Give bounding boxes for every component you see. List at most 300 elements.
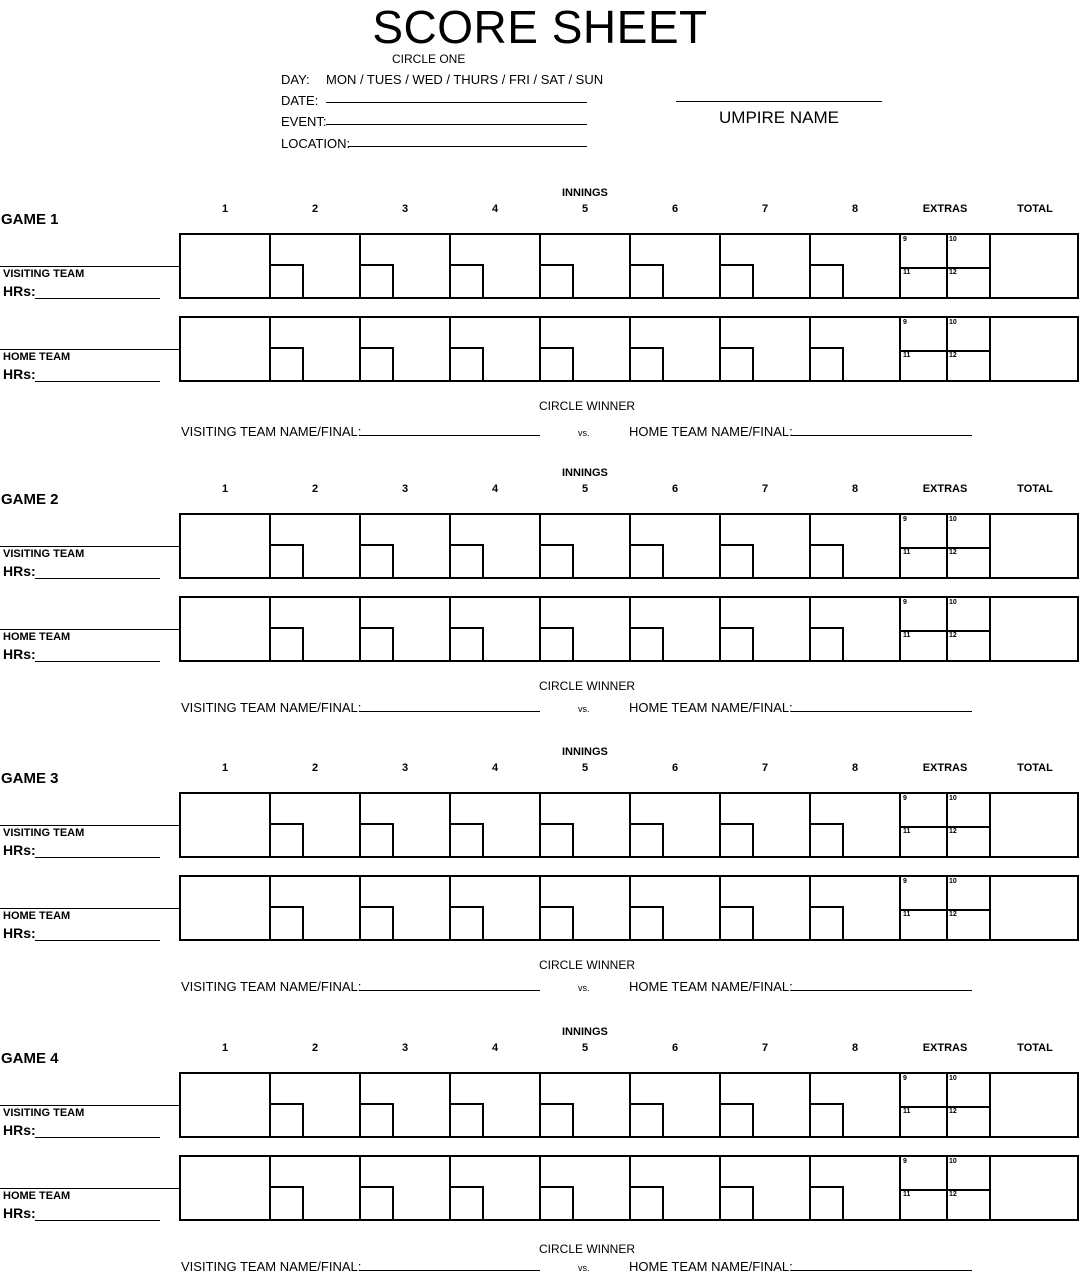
extra-inning-number: 12 — [949, 352, 957, 359]
extra-inning-number: 10 — [949, 516, 957, 523]
day-label: DAY: — [281, 72, 310, 87]
inning-cell[interactable] — [181, 1074, 271, 1136]
inning-cell[interactable] — [271, 598, 361, 660]
extra-inning-number: 10 — [949, 878, 957, 885]
hrs-label: HRs: — [3, 366, 36, 382]
home-final-label: HOME TEAM NAME/FINAL: — [629, 424, 793, 439]
inning-cell[interactable] — [811, 598, 901, 660]
extra-inning-number: 10 — [949, 319, 957, 326]
inning-subbox[interactable] — [361, 1186, 394, 1219]
inning-subbox[interactable] — [631, 347, 664, 380]
inning-cell[interactable] — [721, 515, 811, 577]
inning-cell[interactable] — [451, 1157, 541, 1219]
inning-cell[interactable] — [271, 235, 361, 297]
extra-inning-number: 12 — [949, 269, 957, 276]
circle-one-note: CIRCLE ONE — [392, 52, 466, 66]
inning-cell[interactable] — [811, 235, 901, 297]
total-cell[interactable] — [991, 515, 1079, 577]
inning-subbox[interactable] — [271, 906, 304, 939]
hrs-field[interactable] — [35, 381, 160, 382]
location-label: LOCATION: — [281, 136, 351, 151]
inning-cell[interactable] — [361, 1074, 451, 1136]
inning-subbox[interactable] — [631, 906, 664, 939]
inning-subbox[interactable] — [451, 544, 484, 577]
game-block — [0, 467, 1080, 747]
inning-subbox[interactable] — [451, 1103, 484, 1136]
extra-inning-number: 11 — [903, 352, 911, 359]
inning-number: 3 — [401, 762, 409, 774]
extra-inning-number: 9 — [903, 516, 907, 523]
inning-cell[interactable] — [451, 598, 541, 660]
location-field[interactable] — [348, 146, 587, 147]
inning-cell[interactable] — [181, 235, 271, 297]
inning-number: 3 — [401, 203, 409, 215]
home-team-line — [0, 629, 179, 630]
date-field[interactable] — [326, 102, 587, 103]
game-block — [0, 1026, 1080, 1276]
home-score-row — [179, 875, 1079, 941]
inning-cell[interactable] — [541, 598, 631, 660]
home-score-row — [179, 1155, 1079, 1221]
inning-cell[interactable] — [541, 794, 631, 856]
vs-label: vs. — [578, 704, 590, 714]
inning-number: 6 — [671, 483, 679, 495]
extra-inning-number: 11 — [903, 828, 911, 835]
inning-cell[interactable] — [271, 794, 361, 856]
total-cell[interactable] — [991, 794, 1079, 856]
extras-divider — [900, 350, 990, 352]
inning-subbox[interactable] — [271, 627, 304, 660]
extra-inning-number: 12 — [949, 632, 957, 639]
home-score-row — [179, 316, 1079, 382]
hrs-label: HRs: — [3, 1122, 36, 1138]
sheet-title: SCORE SHEET — [372, 1, 708, 53]
inning-number: 1 — [221, 1042, 229, 1054]
inning-cell[interactable] — [811, 1157, 901, 1219]
vs-label: vs. — [578, 1263, 590, 1273]
visiting-score-row — [179, 1072, 1079, 1138]
inning-cell[interactable] — [451, 877, 541, 939]
visiting-team-label: VISITING TEAM — [3, 1107, 85, 1119]
inning-subbox[interactable] — [541, 1103, 574, 1136]
extras-header: EXTRAS — [922, 1042, 968, 1054]
extra-inning-number: 10 — [949, 236, 957, 243]
innings-title: INNINGS — [562, 1026, 608, 1038]
event-field[interactable] — [326, 124, 587, 125]
extra-inning-number: 11 — [903, 632, 911, 639]
inning-cell[interactable] — [361, 794, 451, 856]
home-team-label: HOME TEAM — [3, 1190, 71, 1202]
home-final-field[interactable] — [791, 1270, 972, 1271]
inning-subbox[interactable] — [271, 1103, 304, 1136]
visiting-score-row — [179, 233, 1079, 299]
total-header: TOTAL — [1017, 483, 1053, 495]
visiting-final-field[interactable] — [359, 990, 540, 991]
extras-header: EXTRAS — [922, 762, 968, 774]
home-final-label: HOME TEAM NAME/FINAL: — [629, 979, 793, 994]
event-label: EVENT: — [281, 114, 327, 129]
inning-subbox[interactable] — [271, 1186, 304, 1219]
inning-subbox[interactable] — [541, 264, 574, 297]
inning-number: 1 — [221, 203, 229, 215]
inning-cell[interactable] — [181, 1157, 271, 1219]
visiting-team-line — [0, 1105, 179, 1106]
extra-inning-number: 12 — [949, 549, 957, 556]
hrs-field[interactable] — [35, 578, 160, 579]
game-block — [0, 746, 1080, 1026]
game-title: GAME 4 — [1, 1050, 59, 1067]
game-block — [0, 187, 1080, 467]
home-final-field[interactable] — [791, 990, 972, 991]
extra-inning-number: 12 — [949, 911, 957, 918]
inning-cell[interactable] — [541, 877, 631, 939]
visiting-final-label: VISITING TEAM NAME/FINAL: — [181, 979, 362, 994]
hrs-label: HRs: — [3, 925, 36, 941]
inning-cell[interactable] — [271, 318, 361, 380]
inning-cell[interactable] — [451, 1074, 541, 1136]
inning-number: 8 — [851, 483, 859, 495]
inning-subbox[interactable] — [541, 823, 574, 856]
inning-number: 7 — [761, 203, 769, 215]
inning-subbox[interactable] — [811, 347, 844, 380]
inning-subbox[interactable] — [361, 1103, 394, 1136]
inning-subbox[interactable] — [361, 544, 394, 577]
innings-title: INNINGS — [562, 187, 608, 199]
inning-subbox[interactable] — [271, 347, 304, 380]
visiting-final-field[interactable] — [359, 435, 540, 436]
inning-cell[interactable] — [451, 235, 541, 297]
inning-cell[interactable] — [631, 235, 721, 297]
inning-number: 4 — [491, 203, 499, 215]
extras-divider — [900, 1189, 990, 1191]
extras-header: EXTRAS — [922, 203, 968, 215]
inning-number: 2 — [311, 483, 319, 495]
hrs-field[interactable] — [35, 1137, 160, 1138]
inning-subbox[interactable] — [811, 1103, 844, 1136]
inning-number: 2 — [311, 203, 319, 215]
inning-cell[interactable] — [361, 1157, 451, 1219]
inning-number: 6 — [671, 203, 679, 215]
inning-cell[interactable] — [541, 318, 631, 380]
inning-subbox[interactable] — [721, 823, 754, 856]
inning-cell[interactable] — [631, 598, 721, 660]
extra-inning-number: 9 — [903, 795, 907, 802]
extra-inning-number: 9 — [903, 236, 907, 243]
home-team-label: HOME TEAM — [3, 351, 71, 363]
inning-number: 3 — [401, 483, 409, 495]
inning-cell[interactable] — [631, 318, 721, 380]
inning-subbox[interactable] — [361, 264, 394, 297]
inning-subbox[interactable] — [451, 264, 484, 297]
inning-number: 8 — [851, 762, 859, 774]
inning-number: 5 — [581, 483, 589, 495]
circle-winner-note: CIRCLE WINNER — [539, 399, 636, 413]
extras-divider — [900, 547, 990, 549]
total-cell[interactable] — [991, 877, 1079, 939]
total-cell[interactable] — [991, 318, 1079, 380]
extra-inning-number: 12 — [949, 1108, 957, 1115]
inning-cell[interactable] — [541, 235, 631, 297]
inning-cell[interactable] — [721, 1157, 811, 1219]
inning-cell[interactable] — [271, 877, 361, 939]
inning-subbox[interactable] — [361, 906, 394, 939]
inning-cell[interactable] — [451, 318, 541, 380]
inning-number: 5 — [581, 762, 589, 774]
extra-inning-number: 10 — [949, 795, 957, 802]
inning-cell[interactable] — [271, 515, 361, 577]
inning-subbox[interactable] — [541, 347, 574, 380]
inning-subbox[interactable] — [721, 347, 754, 380]
extra-inning-number: 12 — [949, 1191, 957, 1198]
circle-winner-note: CIRCLE WINNER — [539, 679, 636, 693]
home-team-label: HOME TEAM — [3, 910, 71, 922]
extra-inning-number: 9 — [903, 599, 907, 606]
home-team-line — [0, 908, 179, 909]
inning-subbox[interactable] — [631, 544, 664, 577]
inning-cell[interactable] — [271, 1157, 361, 1219]
extra-inning-number: 11 — [903, 1108, 911, 1115]
hrs-field[interactable] — [35, 661, 160, 662]
total-cell[interactable] — [991, 235, 1079, 297]
home-final-label: HOME TEAM NAME/FINAL: — [629, 1259, 793, 1274]
home-team-line — [0, 349, 179, 350]
inning-subbox[interactable] — [721, 1103, 754, 1136]
inning-subbox[interactable] — [721, 1186, 754, 1219]
inning-number: 3 — [401, 1042, 409, 1054]
hrs-label: HRs: — [3, 842, 36, 858]
inning-subbox[interactable] — [271, 544, 304, 577]
visiting-team-label: VISITING TEAM — [3, 548, 85, 560]
inning-subbox[interactable] — [541, 906, 574, 939]
inning-cell[interactable] — [721, 877, 811, 939]
inning-number: 4 — [491, 1042, 499, 1054]
extra-inning-number: 11 — [903, 1191, 911, 1198]
inning-subbox[interactable] — [451, 347, 484, 380]
visiting-final-label: VISITING TEAM NAME/FINAL: — [181, 424, 362, 439]
game-title: GAME 2 — [1, 491, 59, 508]
extra-inning-number: 10 — [949, 1075, 957, 1082]
inning-cell[interactable] — [541, 515, 631, 577]
inning-cell[interactable] — [631, 1157, 721, 1219]
total-header: TOTAL — [1017, 762, 1053, 774]
inning-number: 2 — [311, 1042, 319, 1054]
hrs-field[interactable] — [35, 940, 160, 941]
inning-subbox[interactable] — [811, 544, 844, 577]
inning-cell[interactable] — [631, 794, 721, 856]
inning-number: 7 — [761, 1042, 769, 1054]
extra-inning-number: 9 — [903, 1158, 907, 1165]
total-cell[interactable] — [991, 598, 1079, 660]
home-score-row — [179, 596, 1079, 662]
extra-inning-number: 11 — [903, 269, 911, 276]
hrs-label: HRs: — [3, 563, 36, 579]
extras-divider — [946, 877, 948, 939]
day-options[interactable]: MON / TUES / WED / THURS / FRI / SAT / SUN — [326, 72, 604, 87]
inning-cell[interactable] — [541, 1157, 631, 1219]
inning-cell[interactable] — [181, 515, 271, 577]
inning-subbox[interactable] — [721, 544, 754, 577]
umpire-name-label: UMPIRE NAME — [719, 108, 839, 127]
extras-divider — [946, 318, 948, 380]
inning-cell[interactable] — [811, 877, 901, 939]
visiting-score-row — [179, 513, 1079, 579]
visiting-final-label: VISITING TEAM NAME/FINAL: — [181, 700, 362, 715]
visiting-final-field[interactable] — [359, 1270, 540, 1271]
extras-divider — [900, 826, 990, 828]
inning-number: 1 — [221, 483, 229, 495]
inning-cell[interactable] — [361, 598, 451, 660]
home-final-field[interactable] — [791, 711, 972, 712]
inning-cell[interactable] — [451, 794, 541, 856]
hrs-label: HRs: — [3, 1205, 36, 1221]
inning-cell[interactable] — [541, 1074, 631, 1136]
circle-winner-note: CIRCLE WINNER — [539, 1242, 636, 1256]
inning-subbox[interactable] — [361, 347, 394, 380]
total-cell[interactable] — [991, 1157, 1079, 1219]
innings-title: INNINGS — [562, 746, 608, 758]
inning-subbox[interactable] — [811, 906, 844, 939]
extra-inning-number: 11 — [903, 911, 911, 918]
inning-subbox[interactable] — [451, 823, 484, 856]
inning-number: 6 — [671, 762, 679, 774]
inning-cell[interactable] — [721, 598, 811, 660]
inning-cell[interactable] — [631, 877, 721, 939]
extras-divider — [946, 1074, 948, 1136]
home-final-field[interactable] — [791, 435, 972, 436]
circle-winner-note: CIRCLE WINNER — [539, 958, 636, 972]
inning-cell[interactable] — [721, 1074, 811, 1136]
visiting-final-field[interactable] — [359, 711, 540, 712]
inning-cell[interactable] — [811, 515, 901, 577]
inning-number: 5 — [581, 203, 589, 215]
extras-divider — [946, 1157, 948, 1219]
extras-divider — [900, 630, 990, 632]
inning-subbox[interactable] — [271, 264, 304, 297]
inning-subbox[interactable] — [541, 1186, 574, 1219]
inning-subbox[interactable] — [721, 264, 754, 297]
inning-cell[interactable] — [181, 877, 271, 939]
inning-subbox[interactable] — [451, 906, 484, 939]
inning-number: 6 — [671, 1042, 679, 1054]
inning-subbox[interactable] — [811, 823, 844, 856]
inning-cell[interactable] — [181, 318, 271, 380]
inning-subbox[interactable] — [631, 264, 664, 297]
inning-cell[interactable] — [811, 318, 901, 380]
visiting-final-label: VISITING TEAM NAME/FINAL: — [181, 1259, 362, 1274]
home-team-line — [0, 1188, 179, 1189]
inning-subbox[interactable] — [721, 906, 754, 939]
inning-cell[interactable] — [451, 515, 541, 577]
inning-cell[interactable] — [271, 1074, 361, 1136]
hrs-field[interactable] — [35, 1220, 160, 1221]
umpire-name-field[interactable] — [676, 101, 882, 102]
extras-divider — [900, 909, 990, 911]
home-final-label: HOME TEAM NAME/FINAL: — [629, 700, 793, 715]
hrs-label: HRs: — [3, 283, 36, 299]
inning-subbox[interactable] — [631, 823, 664, 856]
inning-subbox[interactable] — [361, 627, 394, 660]
inning-cell[interactable] — [181, 598, 271, 660]
inning-subbox[interactable] — [541, 627, 574, 660]
inning-number: 7 — [761, 483, 769, 495]
visiting-team-line — [0, 266, 179, 267]
inning-cell[interactable] — [361, 877, 451, 939]
inning-cell[interactable] — [721, 318, 811, 380]
inning-cell[interactable] — [361, 235, 451, 297]
extra-inning-number: 12 — [949, 828, 957, 835]
inning-number: 4 — [491, 483, 499, 495]
inning-number: 2 — [311, 762, 319, 774]
inning-number: 5 — [581, 1042, 589, 1054]
inning-subbox[interactable] — [361, 823, 394, 856]
inning-cell[interactable] — [361, 515, 451, 577]
extras-divider — [946, 515, 948, 577]
inning-number: 7 — [761, 762, 769, 774]
game-title: GAME 1 — [1, 211, 59, 228]
inning-cell[interactable] — [811, 794, 901, 856]
visiting-score-row — [179, 792, 1079, 858]
extra-inning-number: 10 — [949, 1158, 957, 1165]
extras-divider — [900, 267, 990, 269]
total-header: TOTAL — [1017, 1042, 1053, 1054]
inning-cell[interactable] — [631, 515, 721, 577]
vs-label: vs. — [578, 983, 590, 993]
extra-inning-number: 9 — [903, 1075, 907, 1082]
inning-number: 8 — [851, 203, 859, 215]
inning-cell[interactable] — [631, 1074, 721, 1136]
home-team-label: HOME TEAM — [3, 631, 71, 643]
inning-cell[interactable] — [721, 235, 811, 297]
inning-subbox[interactable] — [631, 627, 664, 660]
inning-number: 4 — [491, 762, 499, 774]
innings-title: INNINGS — [562, 467, 608, 479]
inning-number: 1 — [221, 762, 229, 774]
inning-number: 8 — [851, 1042, 859, 1054]
extra-inning-number: 9 — [903, 878, 907, 885]
hrs-field[interactable] — [35, 857, 160, 858]
total-cell[interactable] — [991, 1074, 1079, 1136]
total-header: TOTAL — [1017, 203, 1053, 215]
inning-subbox[interactable] — [811, 1186, 844, 1219]
extras-divider — [946, 794, 948, 856]
inning-subbox[interactable] — [811, 627, 844, 660]
extras-divider — [946, 598, 948, 660]
date-label: DATE: — [281, 93, 319, 108]
extra-inning-number: 11 — [903, 549, 911, 556]
inning-cell[interactable] — [721, 794, 811, 856]
visiting-team-label: VISITING TEAM — [3, 268, 85, 280]
inning-subbox[interactable] — [451, 1186, 484, 1219]
inning-subbox[interactable] — [631, 1103, 664, 1136]
inning-cell[interactable] — [811, 1074, 901, 1136]
visiting-team-line — [0, 825, 179, 826]
hrs-field[interactable] — [35, 298, 160, 299]
inning-subbox[interactable] — [271, 823, 304, 856]
vs-label: vs. — [578, 428, 590, 438]
inning-subbox[interactable] — [451, 627, 484, 660]
inning-subbox[interactable] — [721, 627, 754, 660]
inning-subbox[interactable] — [811, 264, 844, 297]
visiting-team-line — [0, 546, 179, 547]
inning-subbox[interactable] — [631, 1186, 664, 1219]
inning-cell[interactable] — [361, 318, 451, 380]
inning-cell[interactable] — [181, 794, 271, 856]
extras-divider — [946, 235, 948, 297]
extra-inning-number: 9 — [903, 319, 907, 326]
visiting-team-label: VISITING TEAM — [3, 827, 85, 839]
inning-subbox[interactable] — [541, 544, 574, 577]
extras-divider — [900, 1106, 990, 1108]
